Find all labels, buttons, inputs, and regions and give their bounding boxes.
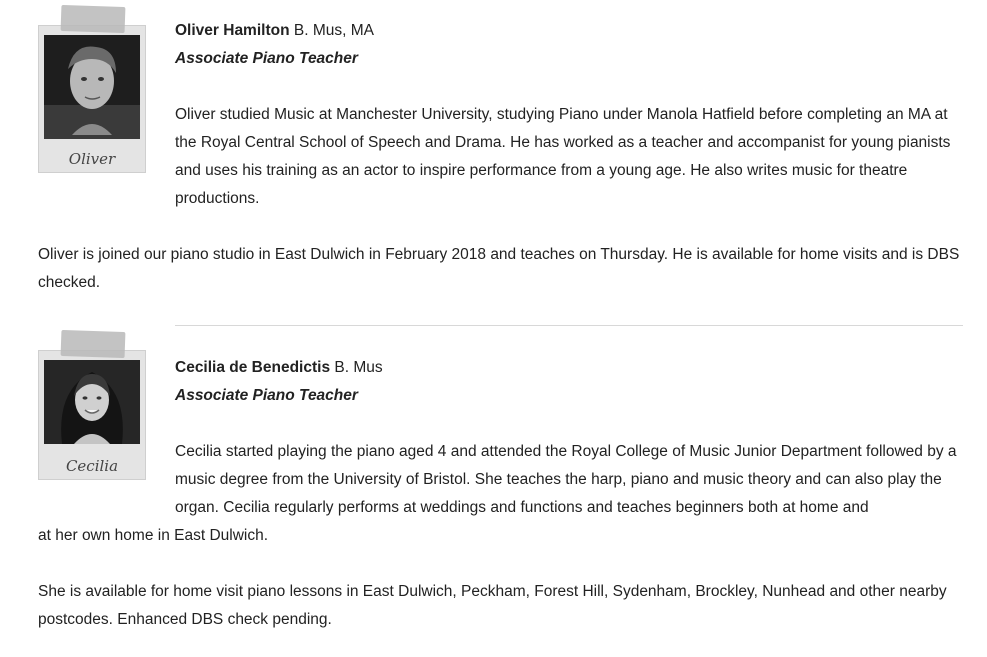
oliver-availability: Oliver is joined our piano studio in East Dulwich in February 2018 and teaches on Thursday. He is available for home visits and is DBS checked.: [38, 246, 960, 291]
cecilia-polaroid-photo: [38, 350, 146, 480]
cecilia-photo-caption: Cecilia: [65, 457, 119, 475]
section-divider: [175, 325, 963, 326]
cecilia-availability: She is available for home visit piano lessons in East Dulwich, Peckham, Forest Hill, Sydenham, Brockley, Nunhead and other nearby postcodes. Enhanced DBS check pending.: [38, 583, 947, 628]
cecilia-portrait: [44, 360, 140, 444]
cecilia-portrait-image: [44, 360, 140, 444]
oliver-polaroid-photo: [38, 25, 146, 173]
oliver-portrait-image: [44, 35, 140, 139]
photo-tape: [61, 5, 126, 33]
oliver-details: [175, 17, 965, 213]
oliver-bio: Oliver studied Music at Manchester University, studying Piano under Manola Hatfield before completing an MA at the Royal Central School of Speech and Drama. He has worked as a teacher and accompanist for young pianists and uses his training as an actor to inspire performance from a young age. He also writes music for theatre productions.: [175, 106, 951, 207]
cecilia-name-line: [175, 354, 965, 382]
cecilia-details: [175, 354, 965, 522]
oliver-name: Oliver Hamilton: [175, 22, 290, 39]
cecilia-bio: Cecilia started playing the piano aged 4 and attended the Royal College of Music Junior Department followed by a music degree from the University of Bristol. She teaches the harp, piano and music theory and can also play the organ. Cecilia regularly performs at weddings and functions and teaches beginners both at home and: [175, 443, 957, 516]
cecilia-name: Cecilia de Benedictis: [175, 359, 331, 376]
photo-tape: [61, 330, 126, 358]
oliver-role: Associate Piano Teacher: [175, 50, 358, 67]
cecilia-bio-continuation: at her own home in East Dulwich.: [38, 527, 269, 544]
oliver-qualifications: B. Mus, MA: [289, 22, 374, 39]
oliver-portrait: [44, 35, 140, 139]
cecilia-qualifications: B. Mus: [330, 359, 383, 376]
oliver-photo-caption: Oliver: [68, 150, 116, 168]
oliver-name-line: [175, 17, 965, 45]
cecilia-role: Associate Piano Teacher: [175, 387, 358, 404]
